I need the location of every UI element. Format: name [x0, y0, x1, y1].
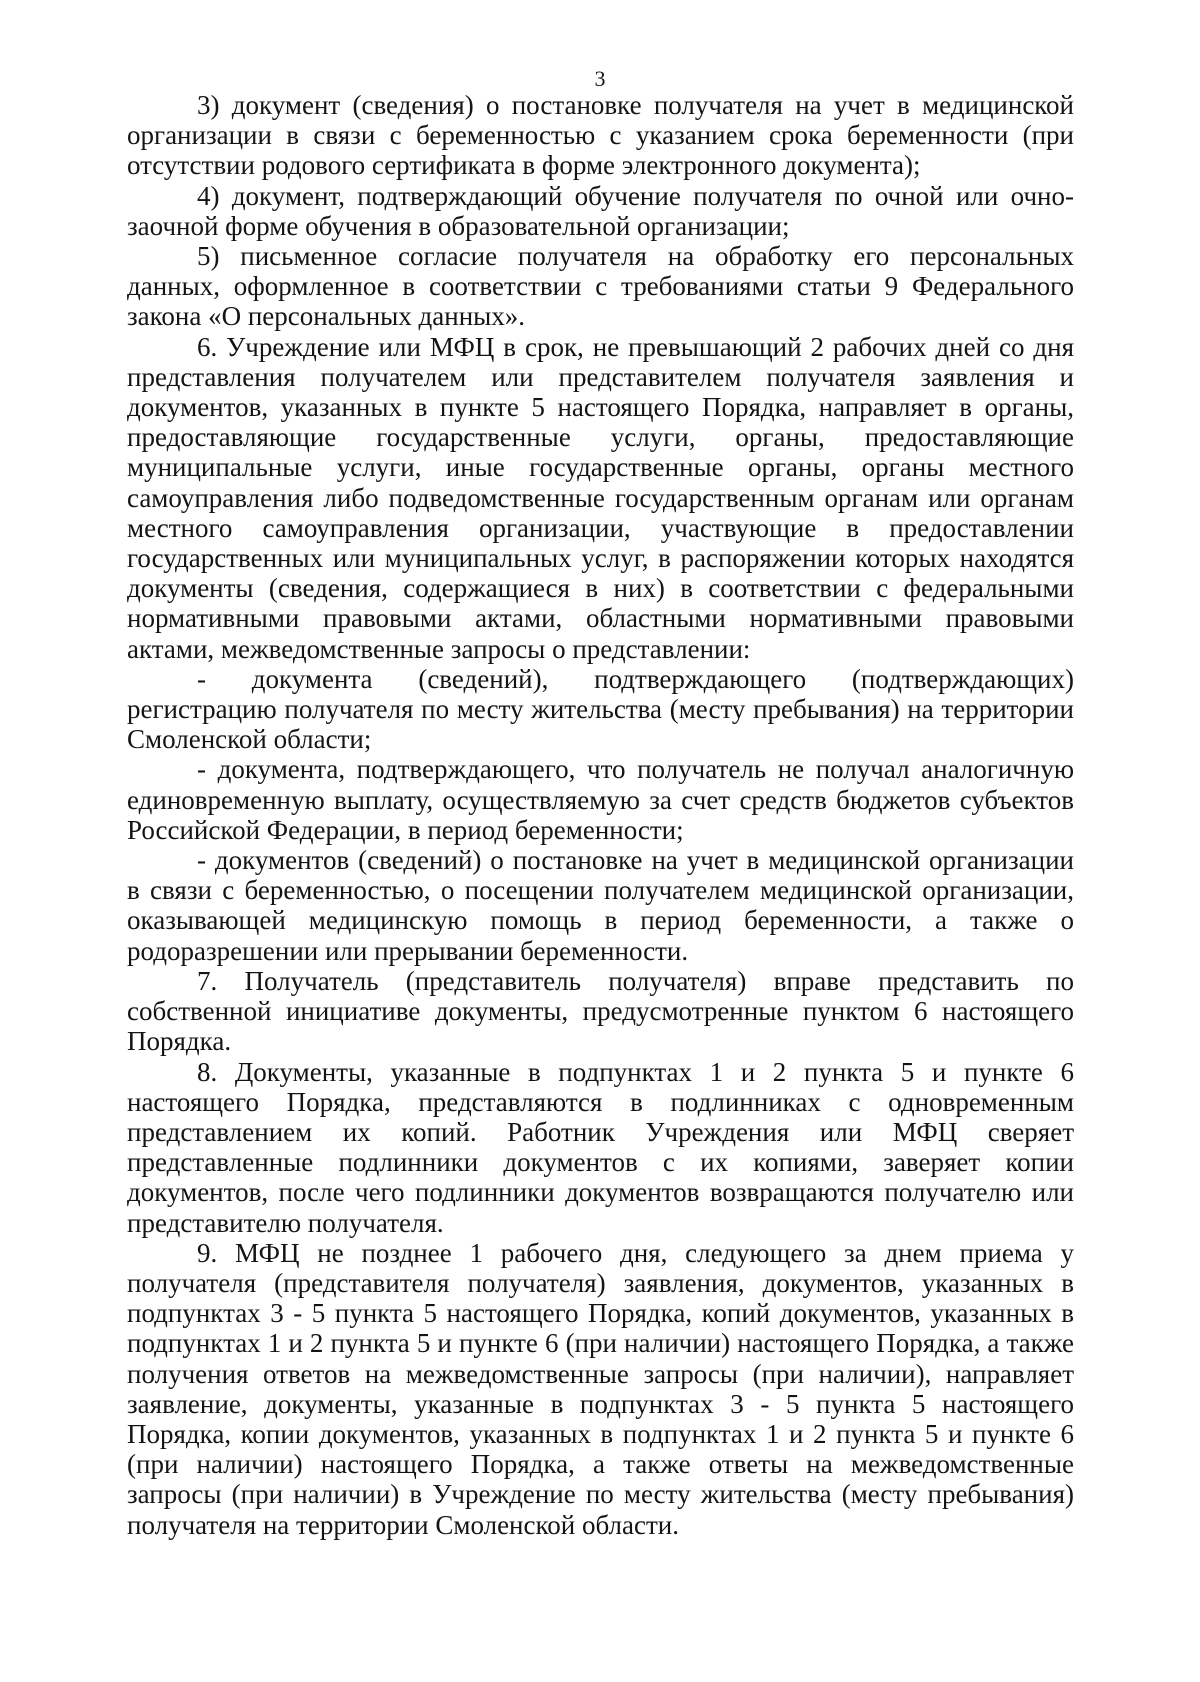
paragraph-item-3: 3) документ (сведения) о постановке получателя на учет в медицинской организации в связи с беременностью с указанием срока беременности (при отсутствии родового сертификата в форме электронного документа); [127, 90, 1074, 181]
paragraph-bullet-no-prior-payment: - документа, подтверждающего, что получатель не получал аналогичную единовременную выплату, осуществляемую за счет средств бюджетов субъектов Российской Федерации, в период беременности; [127, 754, 1074, 845]
paragraph-clause-7: 7. Получатель (представитель получателя) вправе представить по собственной инициативе документы, предусмотренные пунктом 6 настоящего Порядка. [127, 965, 1074, 1057]
paragraph-bullet-medical-records: - документов (сведений) о постановке на учет в медицинской организации в связи с беременностью, о посещении получателем медицинской организации, оказывающей медицинскую помощь в период беременности, а также о родоразрешении или прерывании беременности. [127, 845, 1074, 966]
document-body [127, 90, 1074, 1540]
paragraph-clause-6: 6. Учреждение или МФЦ в срок, не превышающий 2 рабочих дней со дня представления получателем или представителем получателя заявления и документов, указанных в пункте 5 настоящего Порядка, направляет в органы, предоставляющие государственные услуги, органы, предоставляющие муниципальные услуги, иные государственные органы, органы местного самоуправления либо подведомственные государственным органам или органам местного самоуправления организации, участвующие в предоставлении государственных или муниципальных услуг, в распоряжении которых находятся документы (сведения, содержащиеся в них) в соответствии с федеральными нормативными правовыми актами, областными нормативными правовыми актами, межведомственные запросы о представлении: [127, 331, 1074, 664]
paragraph-bullet-registration: - документа (сведений), подтверждающего (подтверждающих) регистрацию получателя по месту жительства (месту пребывания) на территории Смоленской области; [127, 663, 1074, 755]
paragraph-clause-9: 9. МФЦ не позднее 1 рабочего дня, следующего за днем приема у получателя (представителя получателя) заявления, документов, указанных в подпунктах 3 - 5 пункта 5 настоящего Порядка, копий документов, указанных в подпунктах 1 и 2 пункта 5 и пункте 6 (при наличии) настоящего Порядка, а также получения ответов на межведомственные запросы (при наличии), направляет заявление, документы, указанные в подпунктах 3 - 5 пункта 5 настоящего Порядка, копии документов, указанных в подпунктах 1 и 2 пункта 5 и пункте 6 (при наличии) настоящего Порядка, а также ответы на межведомственные запросы (при наличии) в Учреждение по месту жительства (месту пребывания) получателя на территории Смоленской области. [127, 1237, 1074, 1540]
page-number: 3 [594, 66, 606, 91]
paragraph-item-4: 4) документ, подтверждающий обучение получателя по очной или очно-заочной форме обучения в образовательной организации; [127, 180, 1074, 241]
paragraph-item-5: 5) письменное согласие получателя на обработку его персональных данных, оформленное в соответствии с требованиями статьи 9 Федерального закона «О персональных данных». [127, 241, 1074, 332]
paragraph-clause-8: 8. Документы, указанные в подпунктах 1 и 2 пункта 5 и пункте 6 настоящего Порядка, представляются в подлинниках с одновременным представлением их копий. Работник Учреждения или МФЦ сверяет представленные подлинники документов с их копиями, заверяет копии документов, после чего подлинники документов возвращаются получателю или представителю получателя. [127, 1056, 1074, 1238]
